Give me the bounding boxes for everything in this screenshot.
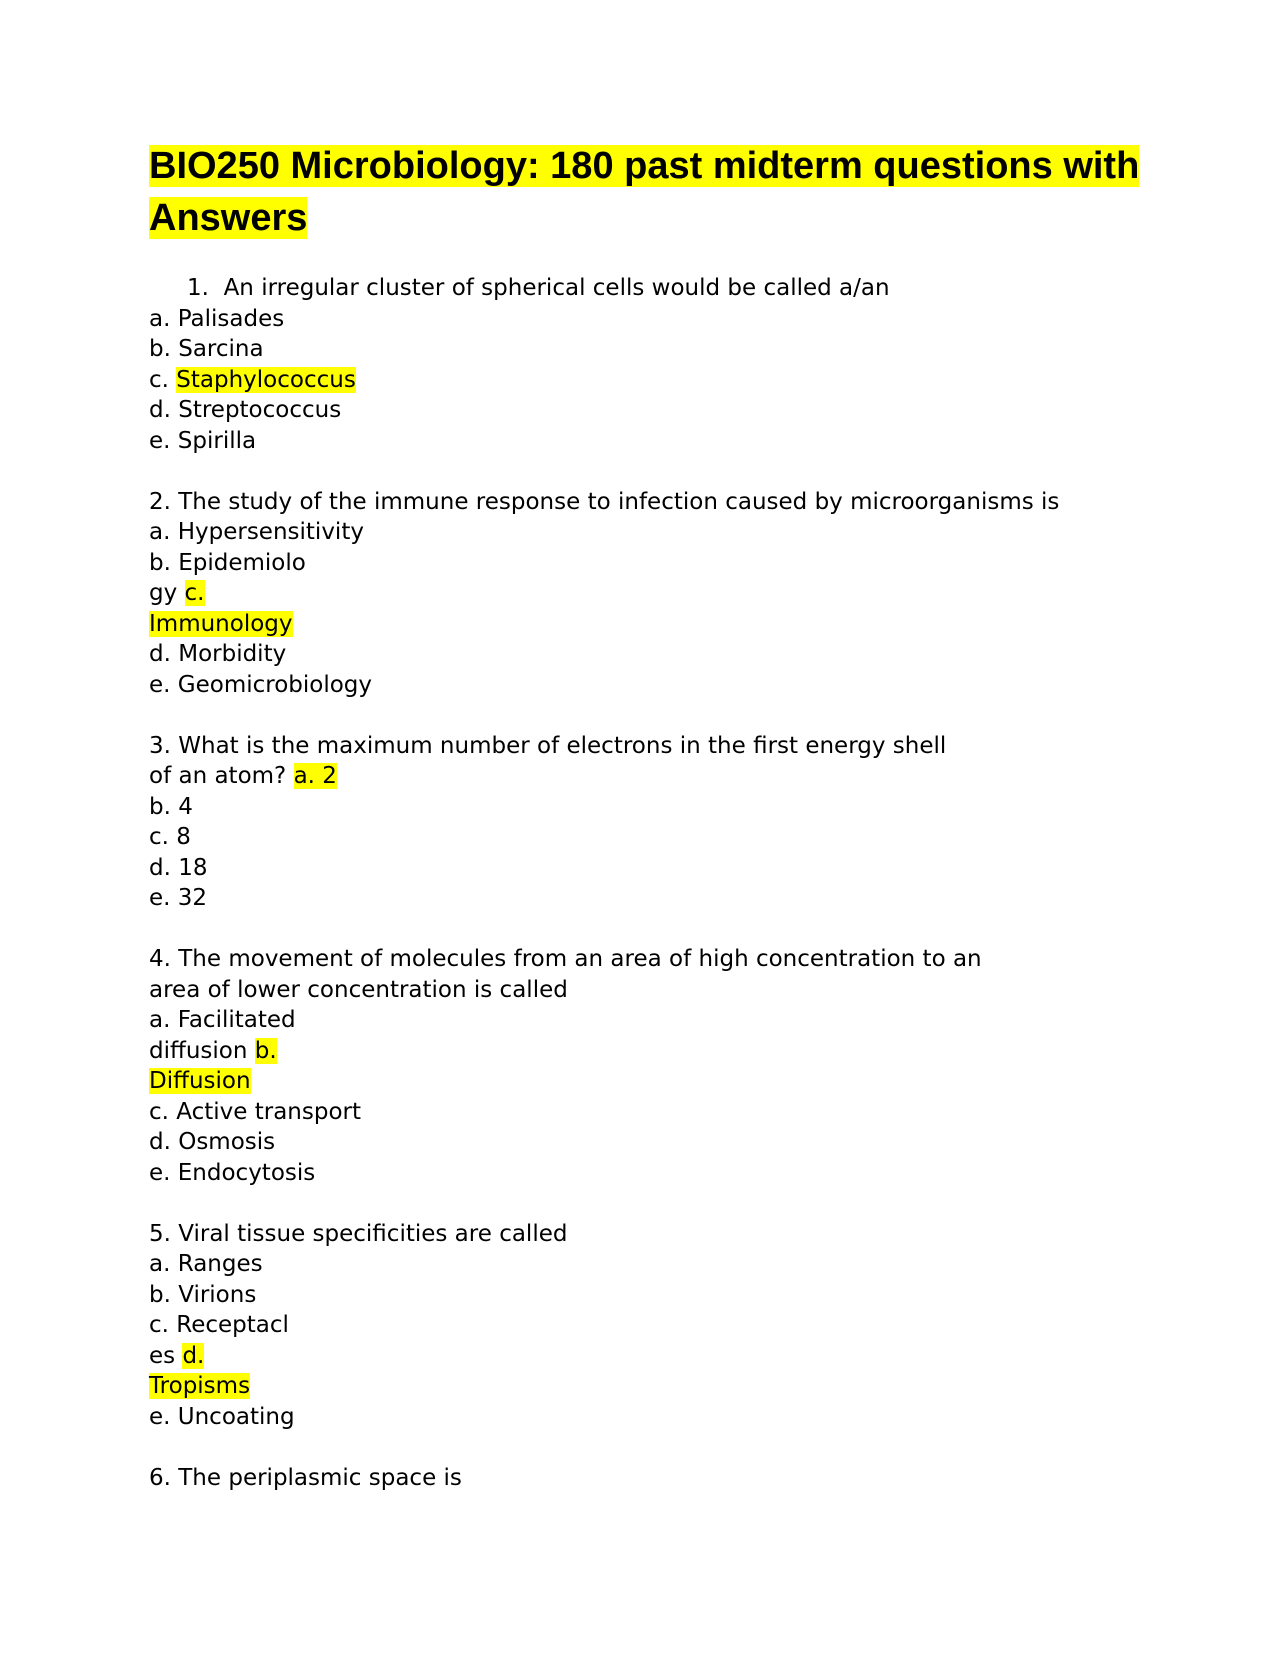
question-text: 1. An irregular cluster of spherical cells would be called a/an	[187, 275, 890, 301]
option-b: b. Sarcina	[149, 336, 264, 362]
answer-highlight: b.	[254, 1037, 277, 1064]
option-b: b. Virions	[149, 1281, 257, 1308]
title-line-1: BIO250 Microbiology: 180 past midterm questions with	[149, 145, 1140, 187]
question-4	[149, 944, 1149, 1188]
answer-highlight: Tropisms	[149, 1373, 251, 1399]
answer-highlight: Staphylococcus	[176, 366, 356, 393]
option-label: c.	[149, 366, 177, 393]
option-text: gy	[149, 580, 185, 606]
option-c-wrap	[149, 1341, 1149, 1372]
option-d: d. Streptococcus	[149, 397, 342, 423]
option-a-wrap	[149, 1036, 1149, 1067]
title-line-2: Answers	[149, 197, 308, 239]
option-a: a. Hypersensitivity	[149, 519, 364, 545]
question-text: 5. Viral tissue specificities are called	[149, 1220, 568, 1247]
option-d	[149, 1371, 1149, 1402]
option-a: a. Facilitated	[149, 1007, 296, 1033]
option-d: d. Morbidity	[149, 641, 287, 667]
option-c: c. Receptacl	[149, 1312, 289, 1338]
answer-highlight: Immunology	[149, 610, 293, 637]
option-text: es	[149, 1342, 183, 1369]
option-b: b. 4	[149, 793, 193, 820]
question-text: 6. The periplasmic space is	[149, 1464, 462, 1491]
option-e: e. Geomicrobiology	[149, 671, 373, 698]
option-c	[149, 365, 1149, 396]
document-title	[149, 140, 1149, 244]
option-c: c. 8	[149, 824, 191, 850]
answer-highlight: c.	[184, 580, 205, 606]
question-2	[149, 487, 1149, 701]
question-text-cont: of an atom?	[149, 763, 294, 789]
question-text: 4. The movement of molecules from an area of high concentration to an	[149, 946, 982, 972]
question-5	[149, 1219, 1149, 1433]
answer-highlight: a. 2	[293, 763, 337, 789]
option-b-wrap	[149, 578, 1149, 609]
question-6	[149, 1463, 1149, 1494]
question-text-wrap	[149, 761, 1149, 792]
option-a: a. Ranges	[149, 1251, 263, 1277]
question-text-cont: area of lower concentration is called	[149, 976, 568, 1003]
question-text: 2. The study of the immune response to infection caused by microorganisms is	[149, 488, 1060, 515]
option-e: e. Endocytosis	[149, 1159, 316, 1186]
question-3	[149, 731, 1149, 914]
option-b: b. Epidemiolo	[149, 549, 306, 576]
option-a: a. Palisades	[149, 305, 285, 332]
option-d: d. 18	[149, 854, 208, 881]
option-e: e. 32	[149, 885, 208, 911]
option-e: e. Spirilla	[149, 427, 257, 454]
option-text: diffusion	[149, 1037, 255, 1064]
option-e: e. Uncoating	[149, 1403, 295, 1430]
question-text: 3. What is the maximum number of electrons in the first energy shell	[149, 732, 947, 759]
question-1	[149, 273, 1149, 456]
option-b	[149, 1066, 1149, 1097]
answer-highlight: d.	[182, 1342, 205, 1369]
question-list	[149, 273, 1149, 1493]
option-d: d. Osmosis	[149, 1129, 276, 1155]
option-c: c. Active transport	[149, 1098, 361, 1125]
answer-highlight: Diffusion	[149, 1068, 251, 1094]
option-c	[149, 609, 1149, 640]
